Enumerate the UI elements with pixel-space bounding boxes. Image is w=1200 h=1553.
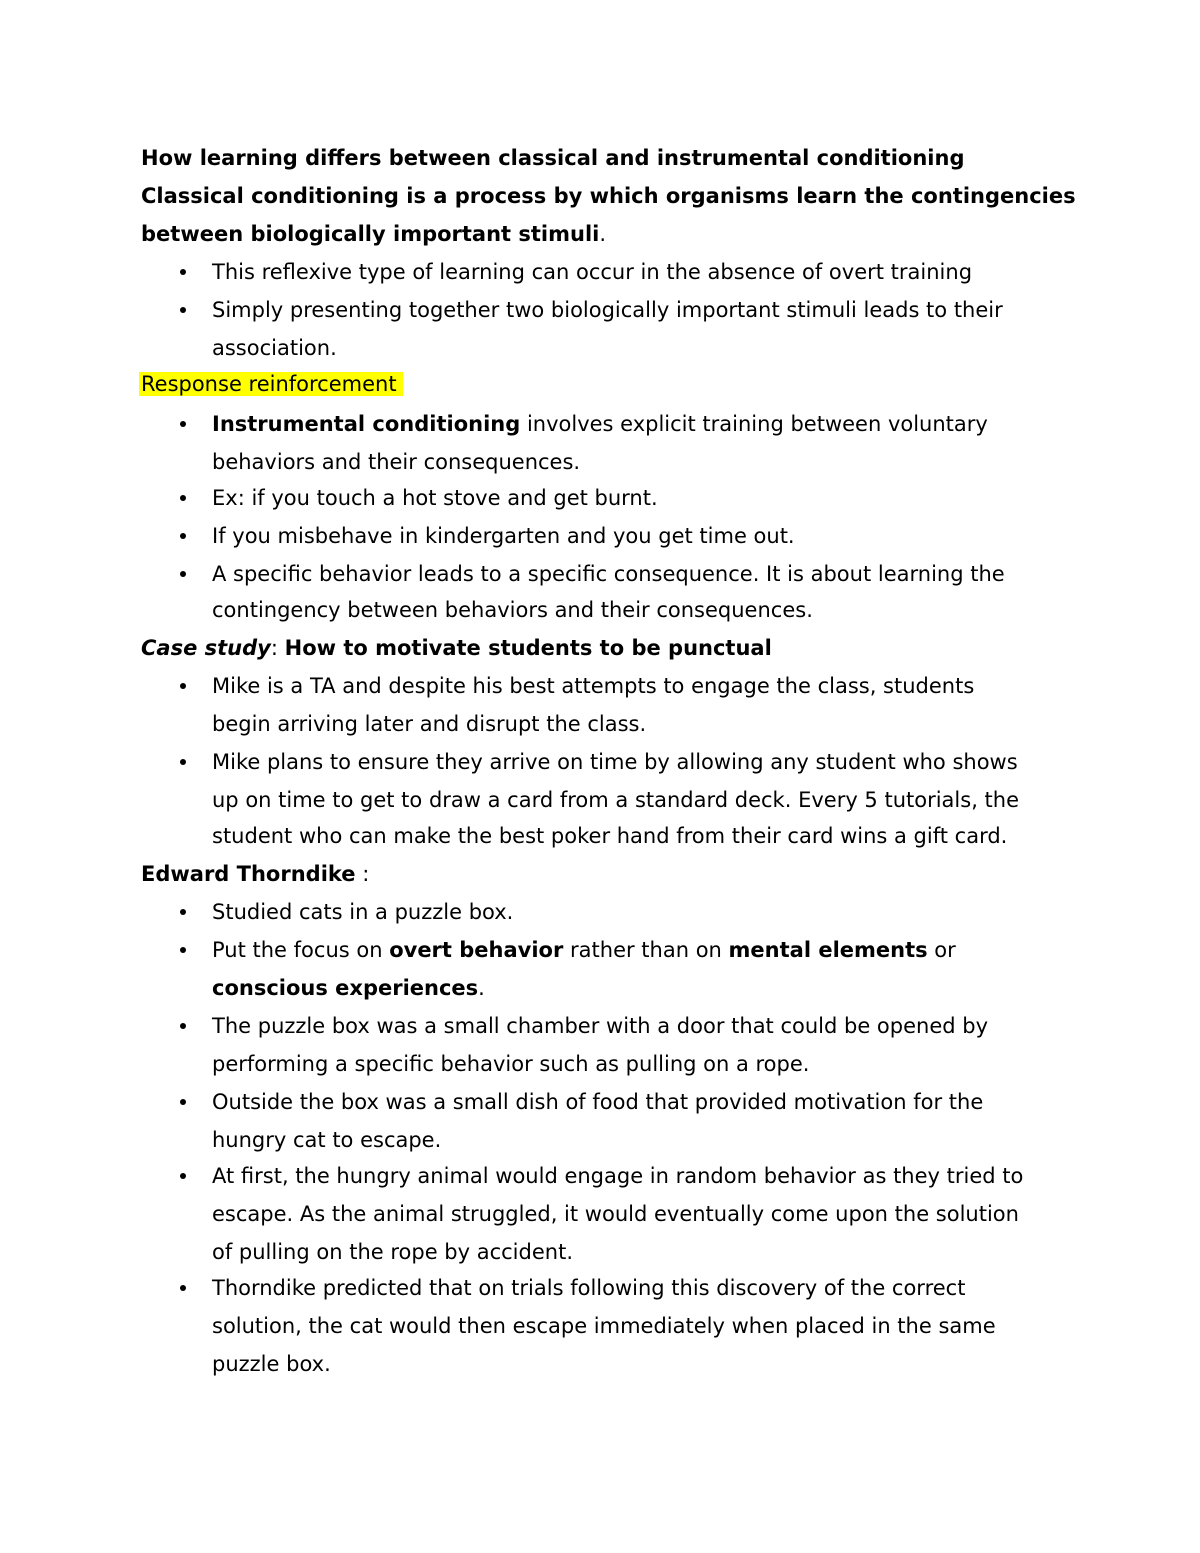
bullet-icon	[180, 683, 186, 689]
bullet-icon	[180, 759, 186, 765]
document-heading: How learning differs between classical and instrumental conditioning	[141, 146, 965, 170]
bullet-icon	[180, 909, 186, 915]
bullet-icon	[180, 533, 186, 539]
bullet-icon	[180, 1285, 186, 1291]
bullet-icon	[180, 1023, 186, 1029]
document-page: How learning differs between classical and instrumental conditioning Classical conditioning is a process by which organisms learn the contingencies between biologically important stimuli. This reflexive type of learning can occur in the absence of overt training Simply presenting together two biologically important stimuli leads to their association. Response reinforcement Instrumental conditioning involves explicit training between voluntary behaviors and their consequences. Ex: if you touch a hot stove and get burnt. If you misbehave in kindergarten and you get time out. A specific behavior leads to a specific consequence. It is about learning the contingency between behaviors and their consequences. Case study: How to motivate students to be punctual Mike is a TA and despite his best attempts to engage the class, students begin arriving later and disrupt the class. Mike plans to ensure they arrive on time by allowing any student who shows up on time to get to draw a card from a standard deck. Every 5 tutorials, the student who can make the best poker hand from their card wins a gift card. Edward Thorndike : Studied cats in a puzzle box. Put the focus on overt behavior rather than on mental elements or conscious experiences. The puzzle box was a small chamber with a door that could be opened by performing a specific behavior such as pulling on a rope. Outside the box was a small dish of food that provided motivation for the hungry cat to escape. At first, the hungry animal would engage in random behavior as they tried to escape. As the animal struggled, it would eventually come upon the solution of pulling on the rope by accident. Thorndike predicted that on trials following this discovery of the correct solution, the cat would then escape immediately when placed in the same puzzle box.	[141, 146, 1076, 1376]
case-study-heading: Case study: How to motivate students to be punctual	[141, 636, 772, 660]
thorndike-heading: Edward Thorndike :	[141, 862, 370, 886]
response-reinforcement-heading: Response reinforcement	[141, 370, 403, 398]
bullet-icon	[180, 947, 186, 953]
bullet-icon	[180, 571, 186, 577]
bullet-icon	[180, 1173, 186, 1179]
classical-definition-line-1: Classical conditioning is a process by which organisms learn the contingencies	[141, 184, 1076, 208]
classical-definition-line-2: between biologically important stimuli.	[141, 222, 607, 246]
bullet-icon	[180, 495, 186, 501]
bullet-icon	[180, 421, 186, 427]
bullet-icon	[180, 269, 186, 275]
bullet-icon	[180, 307, 186, 313]
bullet-icon	[180, 1099, 186, 1105]
